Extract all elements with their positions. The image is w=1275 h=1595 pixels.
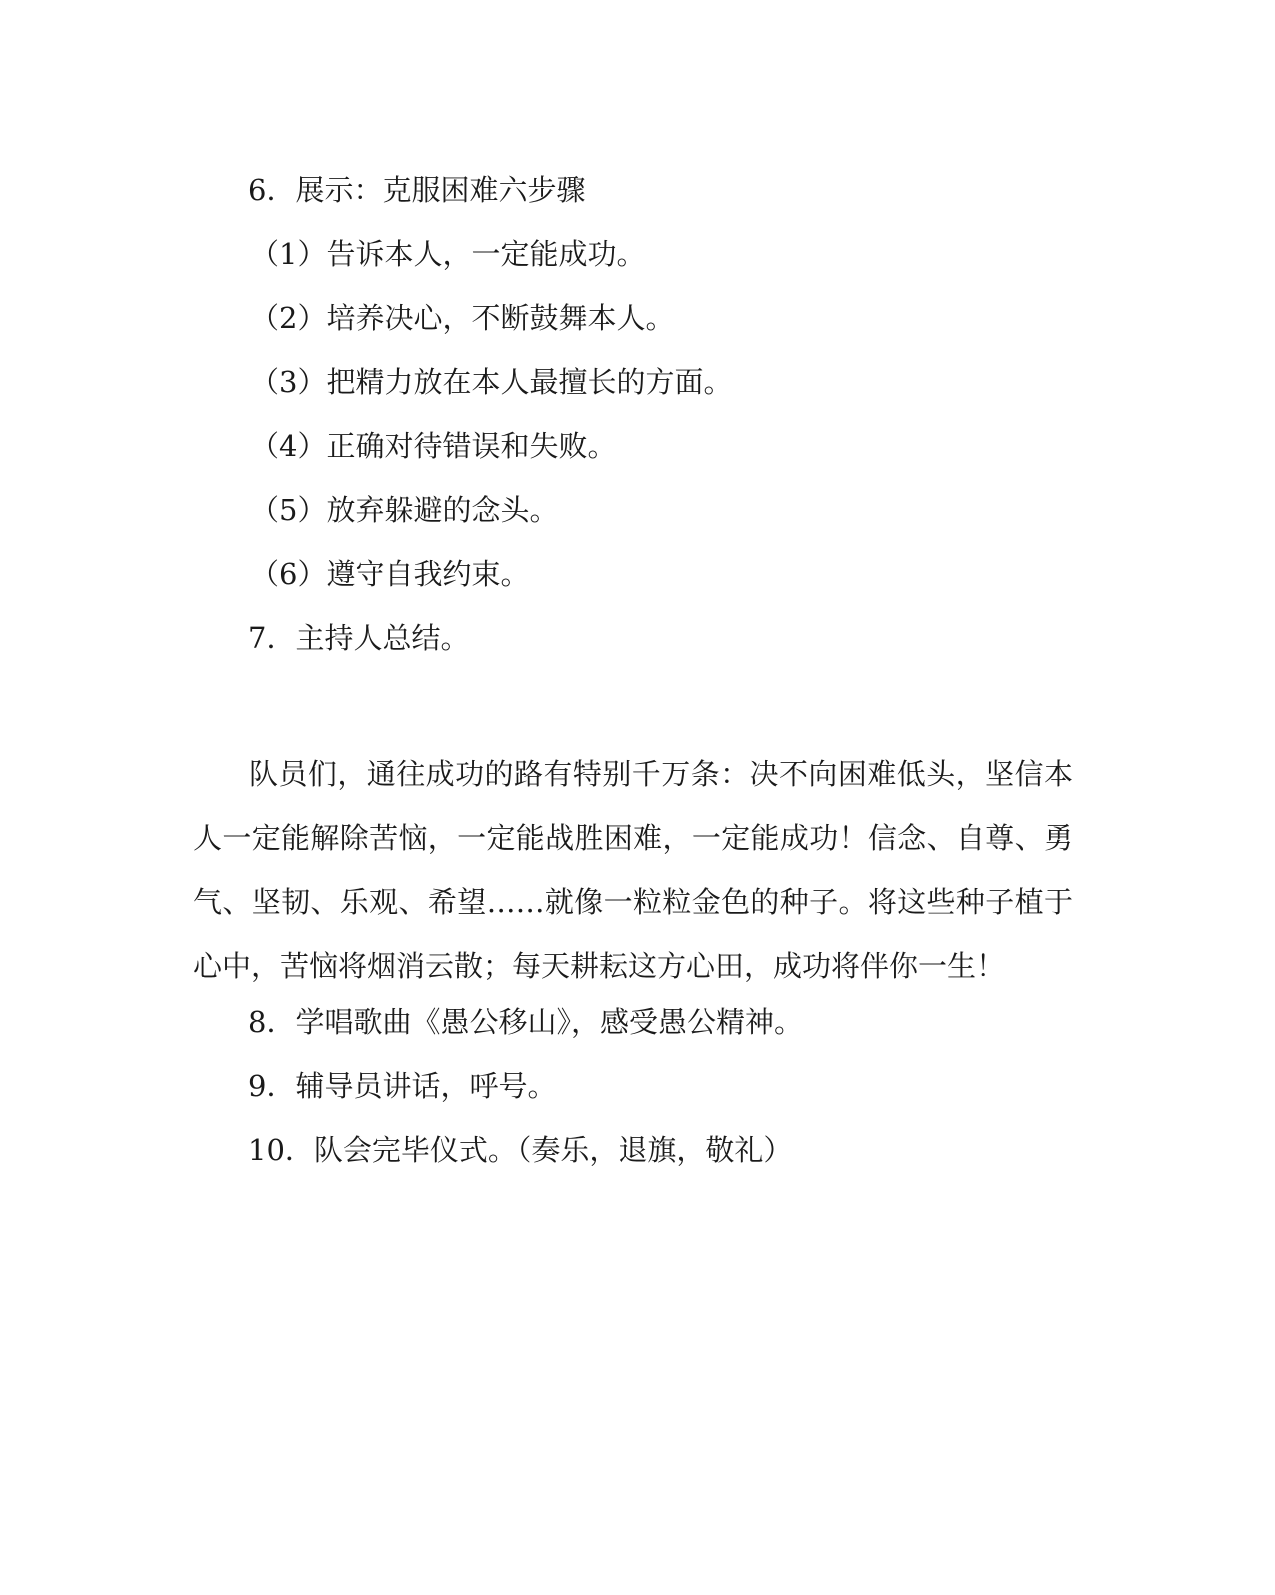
- step-9-heading: 9．辅导员讲话，呼号。: [248, 1069, 557, 1103]
- sub-step-1: （1）告诉本人，一定能成功。: [250, 237, 646, 271]
- step-7-heading: 7．主持人总结。: [248, 621, 470, 655]
- sub-step-3: （3）把精力放在本人最擅长的方面。: [250, 365, 733, 399]
- step-6-heading: 6．展示：克服困难六步骤: [248, 173, 586, 207]
- step-10-heading: 10．队会完毕仪式。（奏乐，退旗，敬礼）: [248, 1133, 793, 1167]
- sub-step-6: （6）遵守自我约束。: [250, 557, 530, 591]
- step-8-heading: 8．学唱歌曲《愚公移山》，感受愚公精神。: [248, 1005, 803, 1039]
- sub-step-2: （2）培养决心，不断鼓舞本人。: [250, 301, 675, 335]
- summary-paragraph: 队员们，通往成功的路有特别千万条：决不向困难低头，坚信本人一定能解除苦恼，一定能战胜困难，一定能成功！信念、自尊、勇气、坚韧、乐观、希望……就像一粒粒金色的种子。将这些种子植于心中，苦恼将烟消云散；每天耕耘这方心田，成功将伴你一生！: [193, 757, 1073, 983]
- sub-step-5: （5）放弃躲避的念头。: [250, 493, 559, 527]
- sub-step-4: （4）正确对待错误和失败。: [250, 429, 617, 463]
